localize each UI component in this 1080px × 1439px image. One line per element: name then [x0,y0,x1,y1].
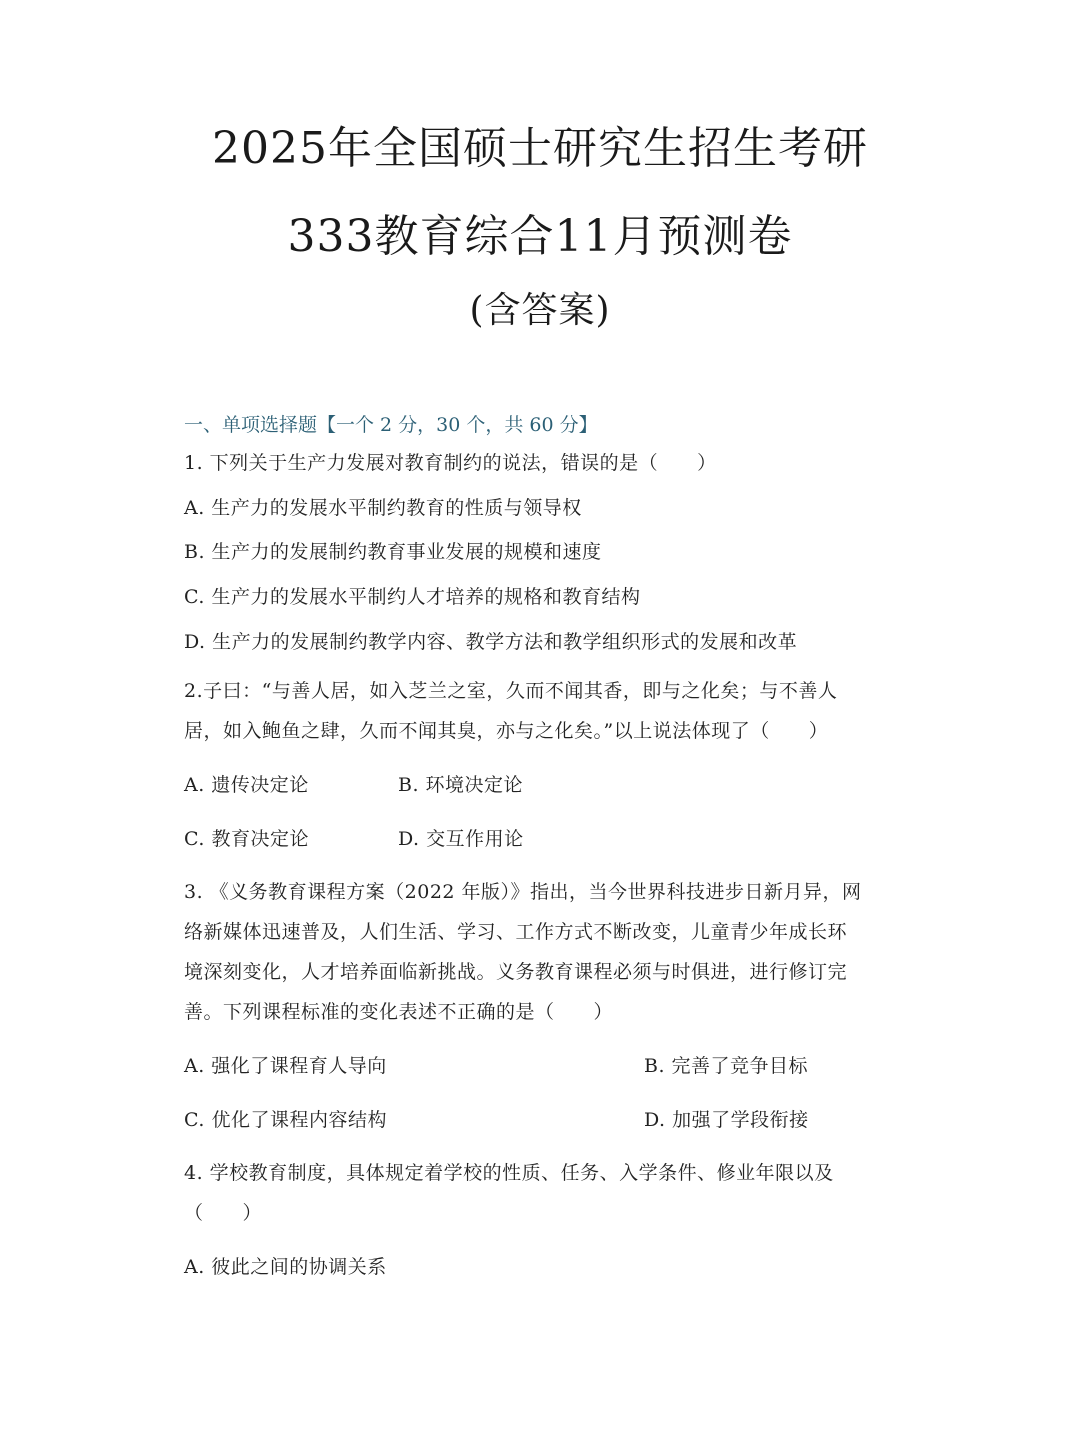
question-2-stem-line-1: 2.子曰：“与善人居，如入芝兰之室，久而不闻其香，即与之化矣；与不善人 [184,680,838,702]
document-title-line-1: 2025年全国硕士研究生招生考研 [212,123,868,174]
question-3-stem-line-1: 3. 《义务教育课程方案（2022 年版）》指出，当今世界科技进步日新月异，网 [184,881,862,903]
question-3-stem-line-3: 境深刻变化，人才培养面临新挑战。义务教育课程必须与时俱进，进行修订完 [184,961,848,983]
question-3-option-c: C. 优化了课程内容结构 [184,1109,387,1131]
question-3-stem-line-2: 络新媒体迅速普及，人们生活、学习、工作方式不断改变，儿童青少年成长环 [184,921,848,943]
question-2-stem-line-2: 居，如入鲍鱼之肆，久而不闻其臭，亦与之化矣。”以上说法体现了（ ） [184,720,829,742]
question-4-stem-line-2: （ ） [184,1202,263,1224]
question-1-option-b: B. 生产力的发展制约教育事业发展的规模和速度 [184,541,602,563]
section-heading: 一、单项选择题【一个 2 分，30 个，共 60 分】 [184,414,598,436]
question-3-option-b: B. 完善了竞争目标 [644,1055,809,1077]
question-2-option-c: C. 教育决定论 [184,828,309,850]
question-3-option-d: D. 加强了学段衔接 [644,1109,809,1131]
question-1-option-c: C. 生产力的发展水平制约人才培养的规格和教育结构 [184,586,641,608]
question-3-stem-line-4: 善。下列课程标准的变化表述不正确的是（ ） [184,1001,614,1023]
question-1-stem: 1. 下列关于生产力发展对教育制约的说法，错误的是（ ） [184,452,717,474]
document-title-line-2: 333教育综合11月预测卷 [287,211,793,262]
question-4-stem-line-1: 4. 学校教育制度，具体规定着学校的性质、任务、入学条件、修业年限以及 [184,1162,834,1184]
document-subtitle: (含答案) [469,290,611,331]
question-3-option-a: A. 强化了课程育人导向 [184,1055,387,1077]
question-4-option-a: A. 彼此之间的协调关系 [184,1256,387,1278]
question-2-option-d: D. 交互作用论 [398,828,524,850]
question-2-option-b: B. 环境决定论 [398,774,524,796]
question-1-option-a: A. 生产力的发展水平制约教育的性质与领导权 [184,497,582,519]
question-2-option-a: A. 遗传决定论 [184,774,309,796]
question-1-option-d: D. 生产力的发展制约教学内容、教学方法和教学组织形式的发展和改革 [184,631,798,653]
